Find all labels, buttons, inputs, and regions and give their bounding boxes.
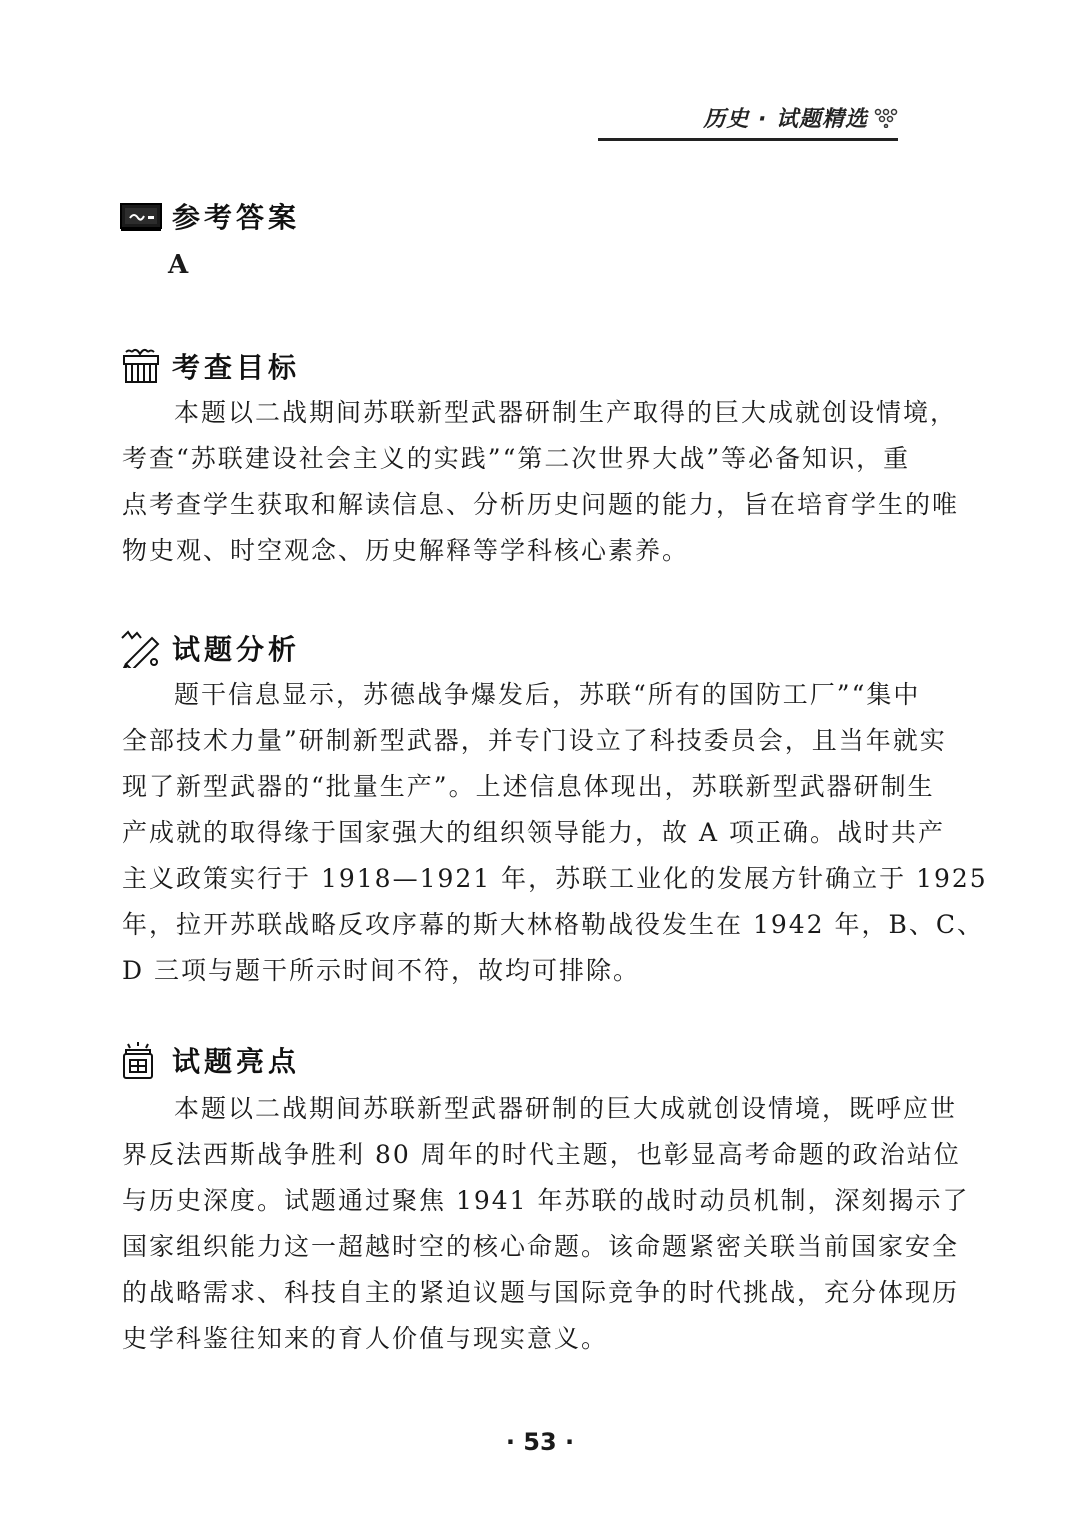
objective-line: 考查“苏联建设社会主义的实践”“第二次世界大战”等必备知识，重 [122, 444, 911, 473]
section-objective-heading [118, 344, 300, 388]
highlights-paragraph [122, 1086, 970, 1362]
highlights-line: 的战略需求、科技自主的紧迫议题与国际竞争的时代挑战，充分体现历 [122, 1278, 960, 1307]
blackboard-icon [118, 196, 166, 236]
analysis-line: 题干信息显示，苏德战争爆发后，苏联“所有的国防工厂”“集中 [174, 680, 921, 709]
section-highlights-heading [118, 1038, 300, 1082]
analysis-line: 现了新型武器的“批量生产”。上述信息体现出，苏联新型武器研制生 [122, 772, 935, 801]
section-answer-heading [118, 194, 300, 238]
header-title: 历史 · 试题精选 [703, 107, 868, 132]
objective-line: 点考查学生获取和解读信息、分析历史问题的能力，旨在培育学生的唯 [122, 490, 960, 519]
section-answer-title: 参考答案 [172, 201, 301, 234]
analysis-line: 全部技术力量”研制新型武器，并专门设立了科技委员会，且当年就实 [122, 726, 947, 755]
highlights-line: 与历史深度。试题通过聚焦 1941 年苏联的战时动员机制，深刻揭示了 [122, 1186, 970, 1215]
pencil-icon [118, 628, 166, 668]
analysis-line: 主义政策实行于 1918—1921 年，苏联工业化的发展方针确立于 1925 [122, 864, 988, 893]
highlights-line: 本题以二战期间苏联新型武器研制的巨大成就创设情境，既呼应世 [174, 1094, 958, 1123]
answer-value: A [168, 250, 189, 280]
header-rule [598, 138, 898, 141]
objective-line: 本题以二战期间苏联新型武器研制生产取得的巨大成就创设情境， [174, 398, 958, 427]
analysis-line: 年，拉开苏联战略反攻序幕的斯大林格勒战役发生在 1942 年，B、C、 [122, 910, 985, 939]
objective-paragraph [122, 390, 960, 574]
section-highlights-title: 试题亮点 [172, 1045, 301, 1078]
section-objective-title: 考查目标 [172, 351, 301, 384]
section-analysis-title: 试题分析 [172, 633, 301, 666]
analysis-paragraph [122, 672, 988, 994]
gift-box-icon [118, 346, 166, 386]
analysis-line: D 三项与题干所示时间不符，故均可排除。 [122, 956, 640, 985]
header-ornament-icon [872, 106, 898, 128]
highlights-line: 界反法西斯战争胜利 80 周年的时代主题，也彰显高考命题的政治站位 [122, 1140, 961, 1169]
analysis-line: 产成就的取得缘于国家强大的组织领导能力，故 A 项正确。战时共产 [122, 818, 945, 847]
lamp-icon [118, 1040, 166, 1080]
highlights-line: 史学科鉴往知来的育人价值与现实意义。 [122, 1324, 609, 1353]
running-header [0, 92, 898, 140]
objective-line: 物史观、时空观念、历史解释等学科核心素养。 [122, 536, 690, 565]
highlights-line: 国家组织能力这一超越时空的核心命题。该命题紧密关联当前国家安全 [122, 1232, 960, 1261]
section-analysis-heading [118, 626, 300, 670]
page-number: · 53 · [505, 1428, 575, 1456]
